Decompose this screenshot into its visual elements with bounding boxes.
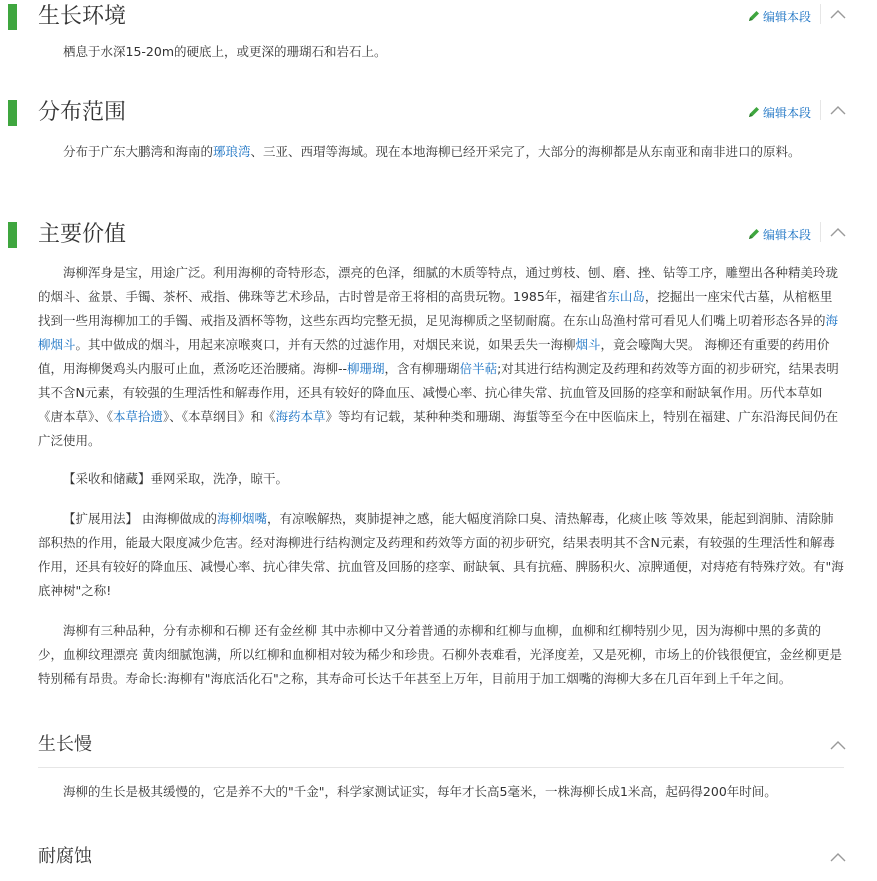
- chevron-up-icon[interactable]: [829, 102, 847, 118]
- subsection-title: 耐腐蚀: [38, 846, 92, 867]
- paragraph: 分布于广东大鹏湾和海南的琊琅湾、三亚、西瑁等海域。现在本地海柳已经开采完了，大部分的海柳都是从东南亚和南非进口的原料。: [63, 144, 801, 159]
- link-tobacco-pipe[interactable]: 烟斗: [575, 337, 601, 352]
- section-title: 主要价值: [38, 222, 127, 247]
- chevron-up-icon[interactable]: [829, 849, 847, 865]
- link-bencao-shiyi[interactable]: 本草拾遗: [113, 409, 164, 424]
- edit-section-button[interactable]: [747, 8, 811, 26]
- section-title: 分布范围: [38, 100, 127, 125]
- pencil-icon: [747, 105, 761, 119]
- section-header-distribution: [0, 96, 877, 132]
- link-qionglang-bay[interactable]: 琊琅湾: [213, 144, 251, 159]
- edit-section-button[interactable]: [747, 104, 811, 122]
- link-cigarette-holder[interactable]: 海柳烟嘴: [216, 511, 267, 526]
- link-haiyao-bencao[interactable]: 海药本草: [275, 409, 326, 424]
- edit-section-button[interactable]: [747, 226, 811, 244]
- edit-label: 编辑本段: [762, 228, 811, 242]
- section-title: 生长环境: [38, 4, 127, 29]
- paragraph: 栖息于水深15-20m的硬底上，或更深的珊瑚石和岩石上。: [63, 44, 387, 59]
- chevron-up-icon[interactable]: [829, 737, 847, 753]
- section-marker: [8, 100, 17, 126]
- section-header-habitat: [0, 0, 877, 36]
- chevron-up-icon[interactable]: [829, 224, 847, 240]
- paragraph: 【采收和储藏】垂网采取，洗净，晾干。: [63, 471, 289, 486]
- section-marker: [8, 222, 17, 248]
- subsection-header-slow-growth: [0, 729, 877, 769]
- link-gorgonian[interactable]: 柳珊瑚: [347, 361, 385, 376]
- pencil-icon: [747, 227, 761, 241]
- edit-label: 编辑本段: [762, 106, 811, 120]
- pencil-icon: [747, 9, 761, 23]
- chevron-up-icon[interactable]: [829, 6, 847, 22]
- paragraph: 海柳的生长是极其缓慢的，它是养不大的"千金"，科学家测试证实，每年才长高5毫米，一株海柳长成1米高，起码得200年时间。: [63, 784, 777, 799]
- divider: [820, 222, 821, 242]
- divider: [820, 100, 821, 120]
- subsection-title: 生长慢: [38, 734, 92, 755]
- divider: [38, 767, 844, 768]
- divider: [820, 4, 821, 24]
- edit-label: 编辑本段: [762, 10, 811, 24]
- section-marker: [8, 4, 17, 30]
- link-dongshan-island[interactable]: 东山岛: [607, 289, 645, 304]
- subsection-header-corrosion: [0, 841, 877, 881]
- paragraph: 海柳浑身是宝，用途广泛。利用海柳的奇特形态，漂亮的色泽，细腻的木质等特点，通过剪枝、刨、磨、挫、钻等工序，雕塑出各种精美玲珑的烟斗、盆景、手镯、茶杯、戒指、佛珠等艺术珍品，古时曾是帝王将相的高贵玩物。1985年，福建省东山岛，挖掘出一座宋代古墓，从棺柩里找到一些用海柳加工的手镯、戒指及酒杯等物，这些东西均完整无损，足见海柳质之坚韧耐腐。在东山岛渔村常可看见人们嘴上叨着形态各异的海柳烟斗。其中做成的烟斗，用起来凉喉爽口，并有天然的过滤作用，对烟民来说，如果丢失一海柳烟斗，竟会嚎陶大哭。 海柳还有重要的药用价值，用海柳煲鸡头内服可止血，煮汤吃还治腰痛。海柳--柳珊瑚，含有柳珊瑚倍半萜;对其进行结构测定及药理和药效等方面的初步研究，结果表明其不含N元素，有较强的生理活性和解毒作用，还具有较好的降血压、减慢心率、抗心律失常、抗血管及回肠的痉挛和耐缺氧作用。历代本草如《唐本草》、《本草拾遗》、《本草纲目》和《海药本草》等均有记载，某种种类和珊瑚、海蜇等至今在中医临床上，特别在福建、广东沿海民间仍在广泛使用。: [38, 265, 839, 448]
- paragraph: 海柳有三种品种，分有赤柳和石柳 还有金丝柳 其中赤柳中又分着普通的赤柳和红柳与血柳，血柳和红柳特别少见，因为海柳中黑的多黄的少，血柳纹理漂亮 黄肉细腻饱满，所以红柳和血柳相对较为稀少和珍贵。石柳外表难看，光泽度差，又是死柳，市场上的价钱很便宜，金丝柳更是特别稀有昂贵。寿命长:海柳有"海底活化石"之称，其寿命可长达千年甚至上万年，目前用于加工烟嘴的海柳大多在几百年到上千年之间。: [38, 623, 842, 686]
- link-pipe[interactable]: 海柳烟斗: [38, 313, 839, 352]
- link-sesquiterpene[interactable]: 倍半萜: [459, 361, 498, 376]
- section-header-value: [0, 218, 877, 254]
- paragraph: 【扩展用法】 由海柳做成的海柳烟嘴，有凉喉解热，爽肺提神之感，能大幅度消除口臭、清热解毒，化痰止咳 等效果，能起到润肺、清除肺部积热的作用，能最大限度减少危害。经对海柳进行结构测定及药理和药效等方面的初步研究，结果表明其不含N元素，有较强的生理活性和解毒作用，还具有较好的降血压、减慢心率、抗心律失常、抗血管及回肠的痉挛、耐缺氧、具有抗癌、脾肠积火、凉脾通便，对痔疮有特殊疗效。有"海底神树"之称!: [38, 511, 844, 598]
